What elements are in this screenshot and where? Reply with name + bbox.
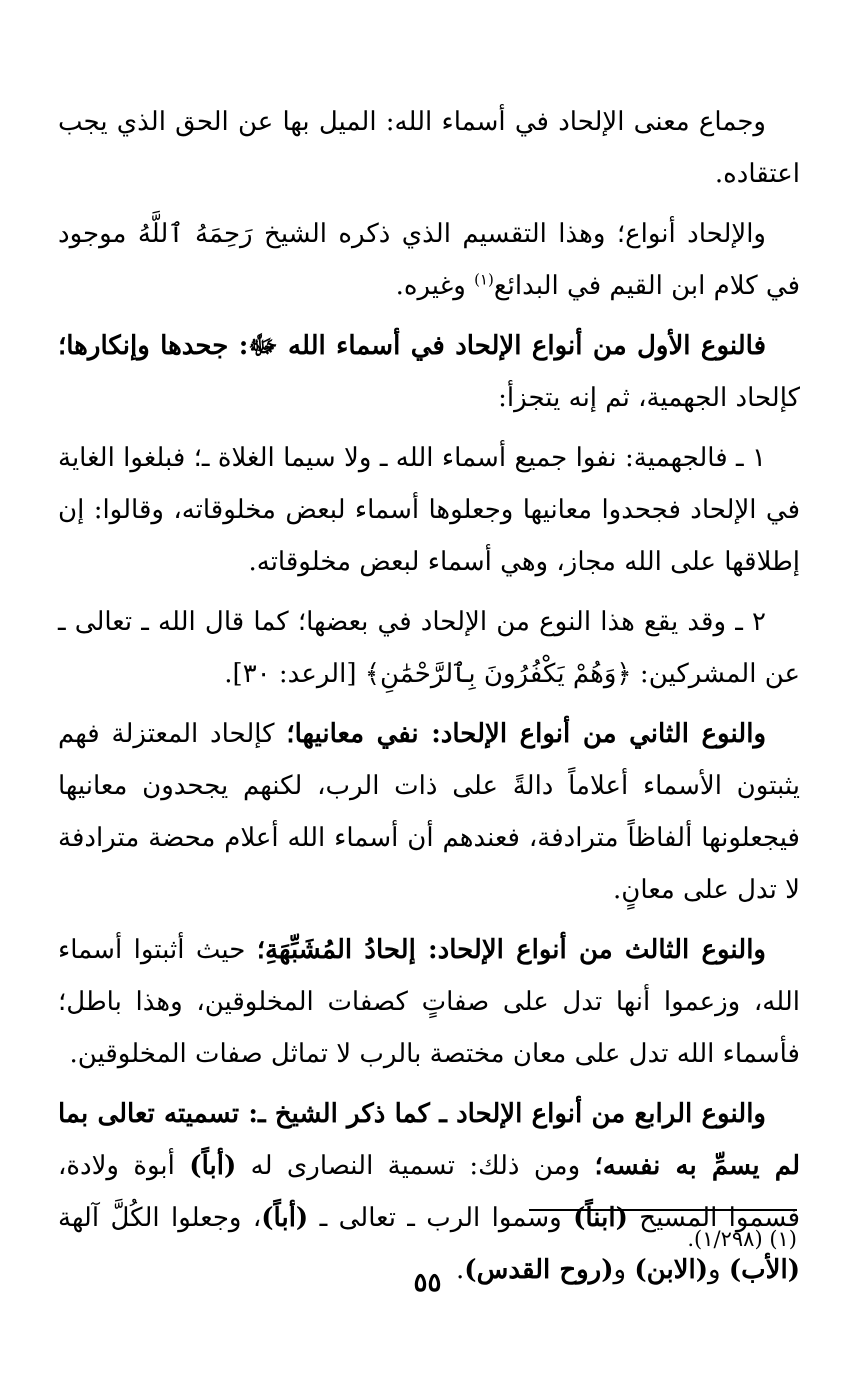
paragraph	[58, 1088, 800, 1296]
quoted-term: (روح القدس)	[464, 1255, 614, 1285]
paragraph-text: ومن ذلك: تسمية النصارى له	[236, 1151, 595, 1181]
paragraph	[58, 432, 800, 588]
footnote: (١) (١/٢٩٨).	[687, 1227, 797, 1251]
paragraph	[58, 596, 800, 700]
quoted-term: (ابناً)	[573, 1203, 628, 1233]
footnote-marker[interactable]: (١)	[474, 270, 494, 289]
paragraph	[58, 208, 800, 312]
heading-text: فالنوع الأول من أنواع الإلحاد في أسماء الله ﷻ: جحدها وإنكارها؛	[58, 331, 766, 361]
page-number: ٥٥	[413, 1268, 442, 1298]
page-body	[58, 96, 800, 1304]
paragraph-text: ، وجعلوا الكُلَّ آلهة	[58, 1203, 262, 1233]
paragraph-text: و	[613, 1255, 635, 1285]
paragraph-text: و	[708, 1255, 729, 1285]
quoted-term: (الأب)	[728, 1255, 800, 1285]
heading-text: والنوع الرابع من أنواع الإلحاد ـ كما ذكر الشيخ ـ: تسميته تعالى بما لم يسمِّ به نفسه؛	[58, 1099, 800, 1181]
paragraph-text: أبوة ولادة، فسموا المسيح	[58, 1151, 800, 1233]
quoted-term: (الابن)	[634, 1255, 709, 1285]
paragraph	[58, 924, 800, 1080]
paragraph-text: كإلحاد الجهمية، ثم إنه يتجزأ:	[498, 383, 800, 413]
footnote-divider	[529, 1209, 797, 1211]
paragraph-text: .	[456, 1255, 465, 1285]
paragraph-text: ١ ـ فالجهمية: نفوا جميع أسماء الله ـ ولا سيما الغلاة ـ؛ فبلغوا الغاية في الإلحاد فجحدوا معانيها وجعلوها أسماء لبعض مخلوقاته، وقالوا: إن إطلاقها على الله مجاز، وهي أسماء لبعض مخلوقاته.	[58, 443, 800, 577]
paragraph-text: وسموا الرب ـ تعالى ـ	[308, 1203, 574, 1233]
quoted-term: (أباً)	[261, 1203, 309, 1233]
paragraph-text: والإلحاد أنواع؛ وهذا التقسيم الذي ذكره الشيخ رَحِمَهُ ٱللَّهُ موجود في كلام ابن القيم في البدائع	[58, 219, 800, 301]
paragraph-text: وجماع معنى الإلحاد في أسماء الله: الميل بها عن الحق الذي يجب اعتقاده.	[58, 107, 800, 189]
paragraph-text: حيث أثبتوا أسماء الله، وزعموا أنها تدل على صفاتٍ كصفات المخلوقين، وهذا باطل؛ فأسماء الله تدل على معان مختصة بالرب لا تماثل صفات المخلوقين.	[58, 935, 800, 1069]
paragraph	[58, 708, 800, 916]
paragraph	[58, 320, 800, 424]
paragraph-text: وغيره.	[395, 271, 475, 301]
heading-text: والنوع الثالث من أنواع الإلحاد: إلحادُ المُشَبِّهَةِ؛	[256, 935, 766, 965]
quoted-term: (أباً)	[189, 1151, 237, 1181]
paragraph	[58, 96, 800, 200]
paragraph-text: كإلحاد المعتزلة فهم يثبتون الأسماء أعلاماً دالةً على ذات الرب، لكنهم يجحدون معانيها فيجعلونها ألفاظاً مترادفة، فعندهم أن أسماء الله أعلام محضة مترادفة لا تدل على معانٍ.	[58, 719, 800, 905]
heading-text: والنوع الثاني من أنواع الإلحاد: نفي معانيها؛	[286, 719, 767, 749]
paragraph-text: ٢ ـ وقد يقع هذا النوع من الإلحاد في بعضها؛ كما قال الله ـ تعالى ـ عن المشركين: ﴿وَهُمْ يَكْفُرُونَ بِٱلرَّحْمَٰنِ﴾ [الرعد: ٣٠].	[58, 607, 800, 689]
